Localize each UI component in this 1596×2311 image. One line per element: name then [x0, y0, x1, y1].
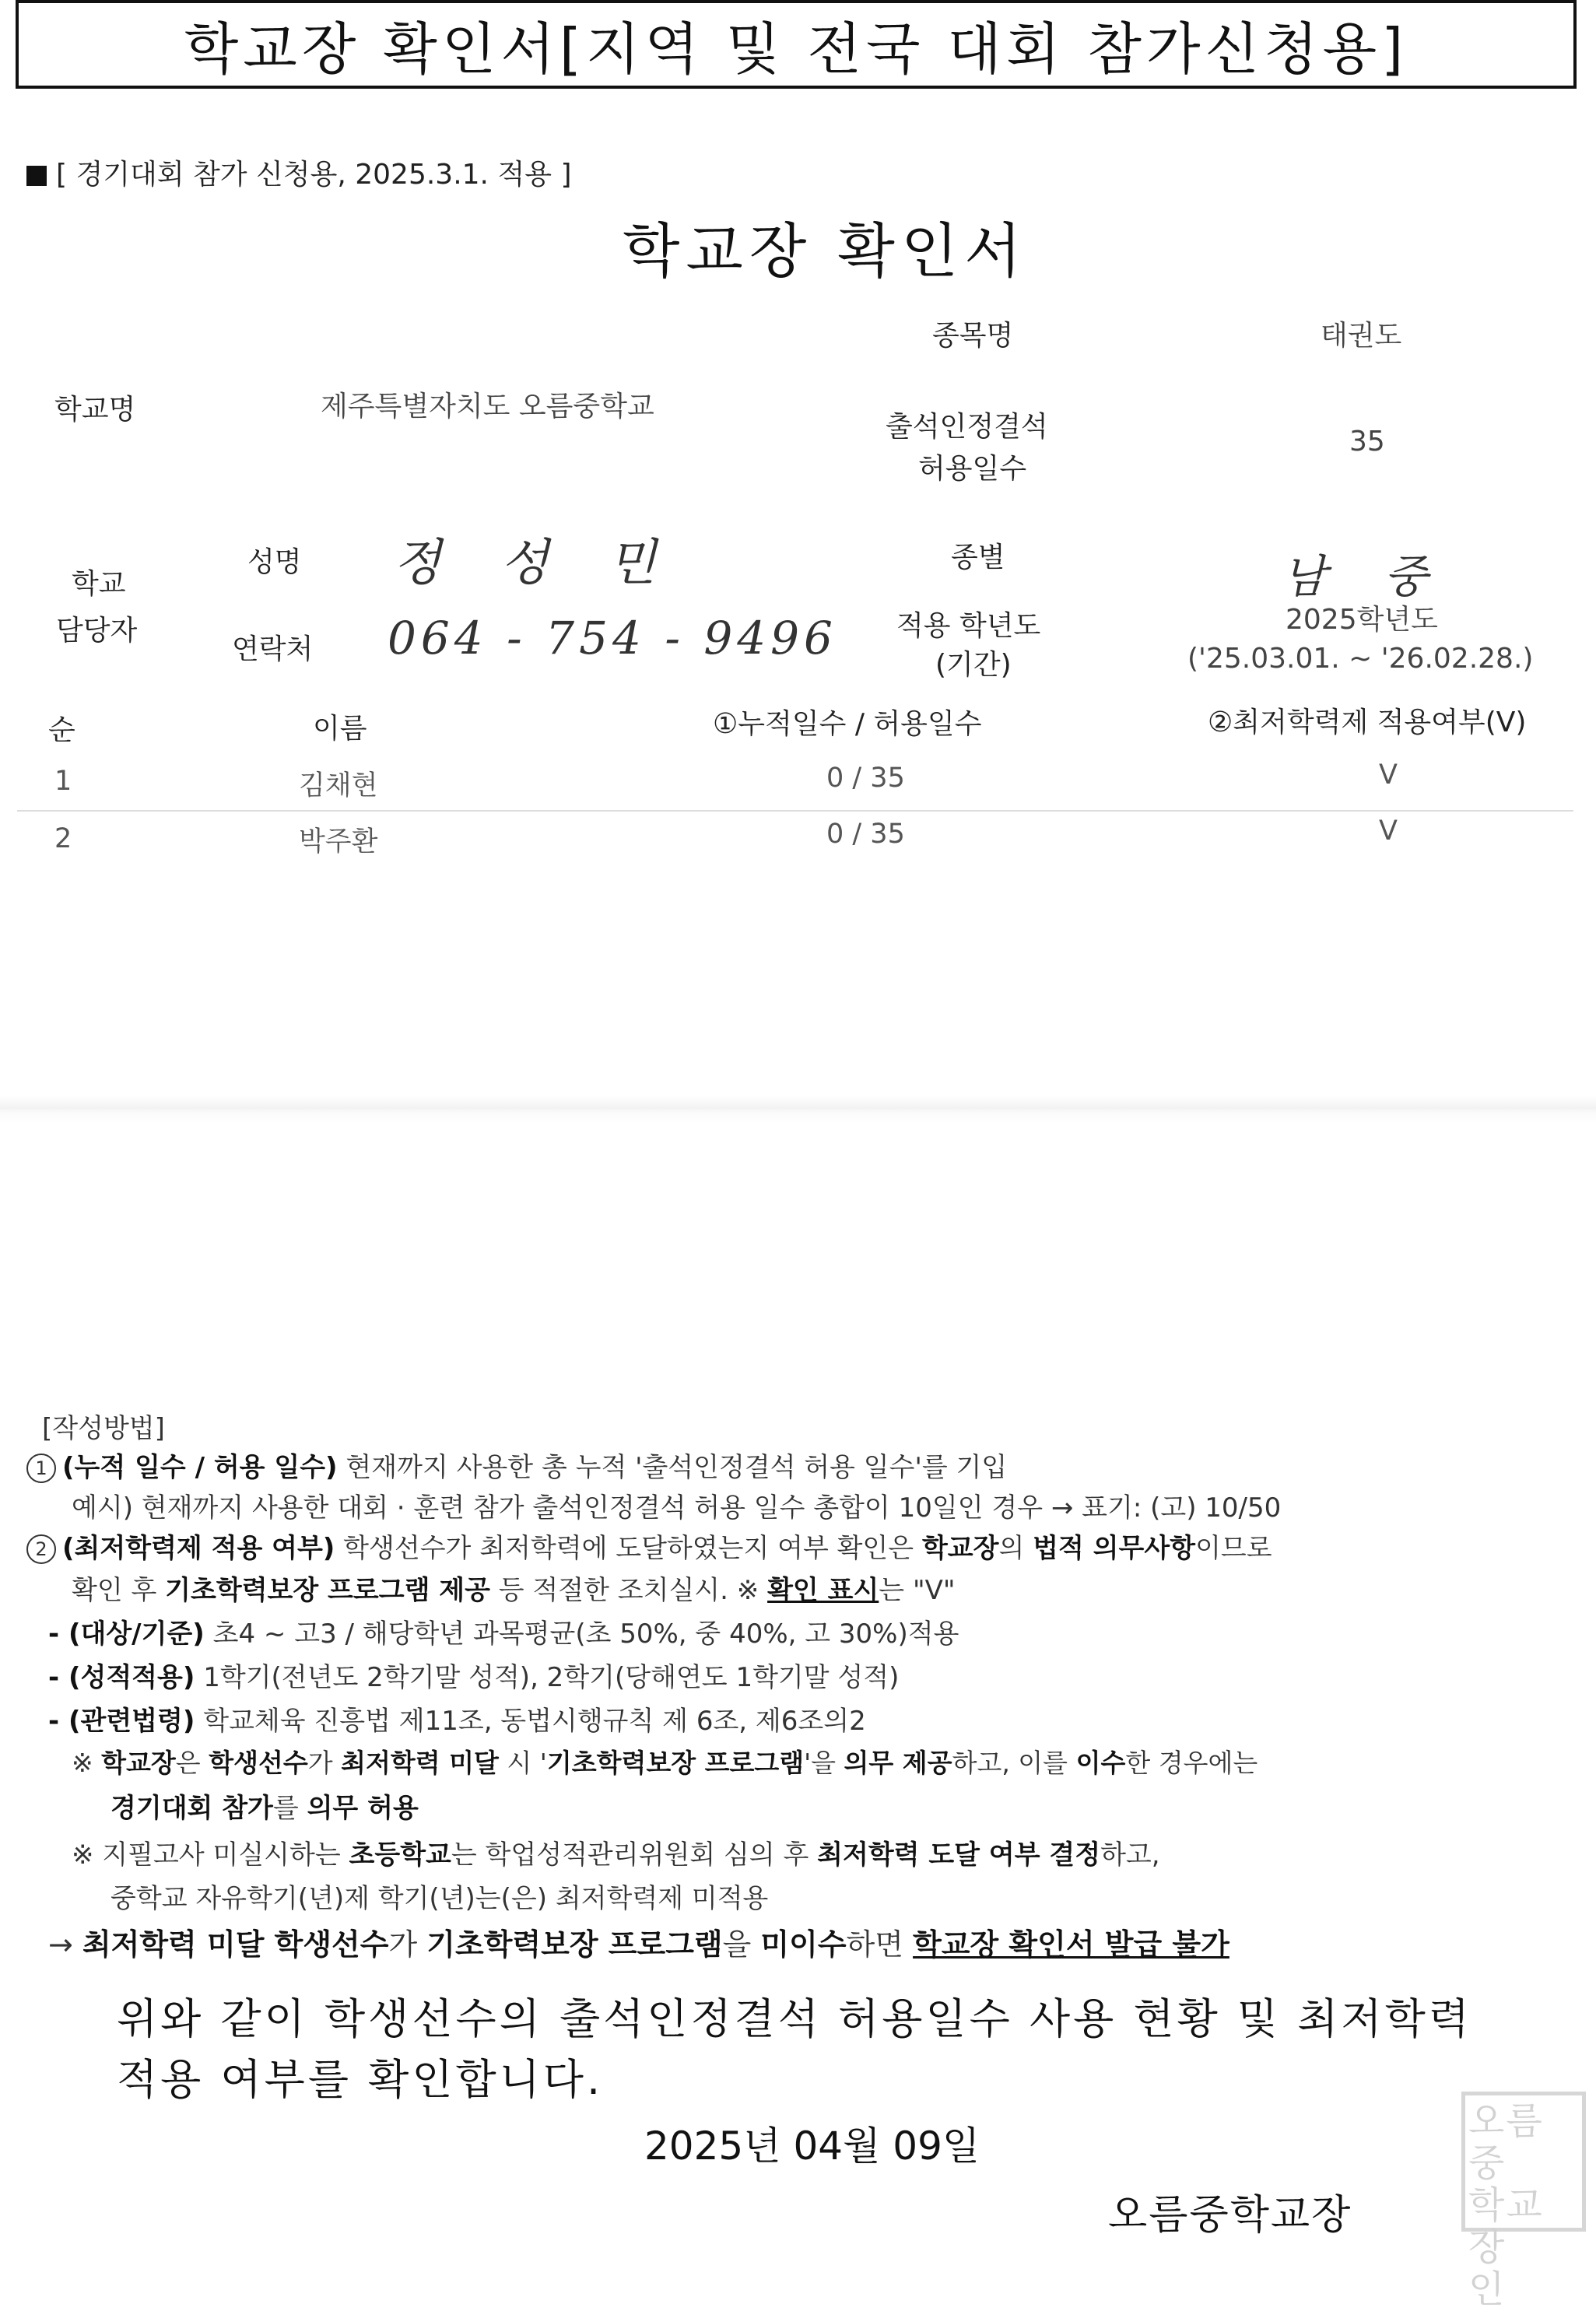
guide-item-2-line2-d: 확인 표시: [767, 1575, 879, 1606]
guide-note-1-l: 이수: [1075, 1748, 1126, 1778]
row-1-no: 1: [54, 766, 72, 797]
document-title: 학교장 확인서: [623, 216, 1028, 286]
contact-label-line2: 담당자: [56, 615, 138, 647]
guide-item-2-line2-a: 확인 후: [72, 1575, 157, 1606]
guide-conclusion: [48, 1920, 1229, 1963]
guide-item-2-line2-b: 기초학력보장 프로그램 제공: [165, 1575, 490, 1606]
guide-conclusion-b: 최저학력 미달 학생선수: [82, 1927, 389, 1962]
guide-detail-target-text: 초4 ~ 고3 / 해당학년 과목평균(초 50%, 중 40%, 고 30%)적용: [212, 1618, 959, 1650]
row-2-name: 박주환: [299, 826, 378, 857]
guide-note-1-m: 한 경우에는: [1125, 1748, 1258, 1778]
guide-note-1-i: '을: [804, 1748, 837, 1778]
issue-date: 2025년 04월 09일: [644, 2123, 980, 2169]
guide-detail-law-text: 학교체육 진흥법 제11조, 동법시행규칙 제 6조, 제6조의2: [203, 1706, 866, 1737]
guide-detail-target: [48, 1612, 959, 1650]
guide-note-2-a: ※ 지필고사 미실시하는: [72, 1839, 341, 1871]
guide-heading: [작성방법]: [42, 1413, 165, 1444]
guide-item-1: [26, 1446, 1007, 1484]
col-header-days: ①누적일수 / 허용일수: [713, 708, 982, 740]
guide-detail-grades: [48, 1656, 899, 1694]
guide-note-1-j: 의무 제공: [844, 1748, 952, 1778]
row-1-check: V: [1379, 759, 1398, 791]
guide-item-1-title: (누적 일수 / 허용 일수): [62, 1452, 338, 1483]
notice-line: [26, 153, 572, 192]
guide-item-1-example: 예시) 현재까지 사용한 대회 · 훈련 참가 출석인정결석 허용 일수 총합이 10일인 경우 → 표기: (고) 10/50: [72, 1492, 1282, 1524]
row-2-check: V: [1379, 815, 1398, 847]
absence-label-line1: 출석인정결석: [886, 411, 1048, 443]
year-value: 2025학년도: [1286, 604, 1438, 636]
guide-item-1-text: 현재까지 사용한 총 누적 '출석인정결석 허용 일수'를 기입: [346, 1452, 1008, 1483]
col-header-name: 이름: [313, 713, 367, 745]
guide-note-1-k: 하고, 이를: [952, 1748, 1068, 1778]
contact-label-line1: 학교: [72, 568, 126, 600]
guide-note-1-e: 가: [307, 1748, 333, 1778]
guide-item-2-text-a: 학생선수가 최저학력에 도달하였는지 여부 확인은: [343, 1533, 914, 1564]
guide-item-2: [26, 1527, 1272, 1565]
handwritten-name: 정 성 민: [393, 535, 679, 592]
guide-note-1: [72, 1743, 1258, 1780]
guide-conclusion-f: 미이수: [760, 1927, 847, 1962]
period-value: ('25.03.01. ~ '26.02.28.): [1187, 643, 1534, 675]
col-header-check: ②최저학력제 적용여부(V): [1208, 707, 1527, 738]
guide-item-2-text-e: 이므로: [1195, 1533, 1272, 1564]
row-1-days: 0 / 35: [826, 763, 905, 794]
guide-item-2-text-c: 의: [998, 1533, 1025, 1564]
guide-detail-grades-title: - (성적적용): [48, 1662, 195, 1693]
row-1-name: 김채현: [299, 770, 378, 801]
guide-note-1-h: 기초학력보장 프로그램: [546, 1748, 805, 1778]
arrow-icon: →: [48, 1927, 73, 1962]
guide-note-1-d: 학생선수: [209, 1748, 308, 1778]
guide-note-1-line2-a: 경기대회 참가: [110, 1793, 273, 1824]
guide-item-2-line2-e: 는 "V": [879, 1575, 956, 1606]
principal-name: 오름중학교장: [1108, 2192, 1352, 2239]
guide-item-2-line2-c: 등 적절한 조치실시. ※: [498, 1575, 759, 1606]
guide-item-2-text-b: 학교장: [921, 1533, 999, 1564]
guide-note-1-line2-b: 를: [272, 1793, 299, 1824]
paper-fold-shadow: [0, 1096, 1596, 1124]
official-seal-stamp: 오름중 학교장 인: [1461, 2092, 1586, 2232]
guide-note-1-g: 시 ': [507, 1748, 547, 1778]
guide-note-2-e: 하고,: [1100, 1839, 1160, 1871]
table-row-divider: [17, 810, 1573, 812]
guide-conclusion-h: 학교장 확인서 발급 불가: [913, 1927, 1229, 1962]
absence-label-line2: 허용일수: [918, 453, 1027, 485]
school-value: 제주특별자치도 오름중학교: [321, 391, 654, 423]
circled-number-2: 2: [26, 1534, 56, 1564]
phone-label: 연락처: [232, 633, 314, 665]
notice-text: [ 경기대회 참가 신청용, 2025.3.1. 적용 ]: [56, 159, 572, 191]
guide-conclusion-d: 기초학력보장 프로그램: [426, 1927, 723, 1962]
guide-item-2-text-d: 법적 의무사항: [1033, 1533, 1196, 1564]
year-label-line1: 적용 학년도: [896, 610, 1041, 642]
guide-note-1-a: ※: [72, 1748, 93, 1778]
guide-item-2-title: (최저학력제 적용 여부): [62, 1533, 335, 1564]
guide-note-2-d: 최저학력 도달 여부 결정: [817, 1839, 1101, 1871]
guide-note-2-c: 는 학업성적관리위원회 심의 후: [451, 1839, 809, 1871]
guide-detail-target-title: - (대상/기준): [48, 1618, 205, 1650]
guide-conclusion-e: 을: [722, 1927, 752, 1962]
name-label: 성명: [247, 546, 302, 578]
guide-note-1-line2: [110, 1787, 419, 1825]
event-label: 종목명: [932, 320, 1014, 352]
guide-note-1-b: 학교장: [101, 1748, 176, 1778]
year-label-line2: (기간): [935, 649, 1012, 681]
category-label: 종별: [951, 542, 1005, 573]
guide-detail-law: [48, 1699, 866, 1738]
guide-detail-law-title: - (관련법령): [48, 1706, 195, 1737]
guide-note-1-c: 은: [175, 1748, 201, 1778]
guide-note-1-line2-c: 의무 허용: [307, 1793, 419, 1824]
absence-value: 35: [1349, 426, 1385, 458]
confirmation-line-2: 적용 여부를 확인합니다.: [117, 2055, 604, 2104]
guide-conclusion-c: 가: [388, 1927, 418, 1962]
guide-detail-grades-text: 1학기(전년도 2학기말 성적), 2학기(당해연도 1학기말 성적): [203, 1662, 900, 1693]
guide-note-2-line2: 중학교 자유학기(년)제 학기(년)는(은) 최저학력제 미적용: [110, 1883, 769, 1914]
handwritten-phone: 064 - 754 - 9496: [388, 612, 837, 665]
guide-conclusion-g: 하면: [846, 1927, 903, 1962]
bullet-square-icon: [26, 166, 47, 186]
handwritten-category: 남 중: [1282, 550, 1450, 603]
guide-item-2-line2: [72, 1569, 956, 1607]
event-value: 태권도: [1321, 320, 1402, 352]
row-2-no: 2: [54, 823, 72, 854]
guide-note-2-b: 초등학교: [349, 1839, 451, 1871]
form-banner-title: 학교장 확인서[지역 및 전국 대회 참가신청용]: [16, 0, 1577, 89]
school-label: 학교명: [54, 394, 136, 426]
col-header-no: 순: [48, 714, 75, 746]
guide-note-2: [72, 1833, 1160, 1871]
guide-note-1-f: 최저학력 미달: [341, 1748, 499, 1778]
row-2-days: 0 / 35: [826, 819, 905, 850]
circled-number-1: 1: [26, 1454, 56, 1483]
confirmation-line-1: 위와 같이 학생선수의 출석인정결석 허용일수 사용 현황 및 최저학력: [117, 1994, 1472, 2043]
